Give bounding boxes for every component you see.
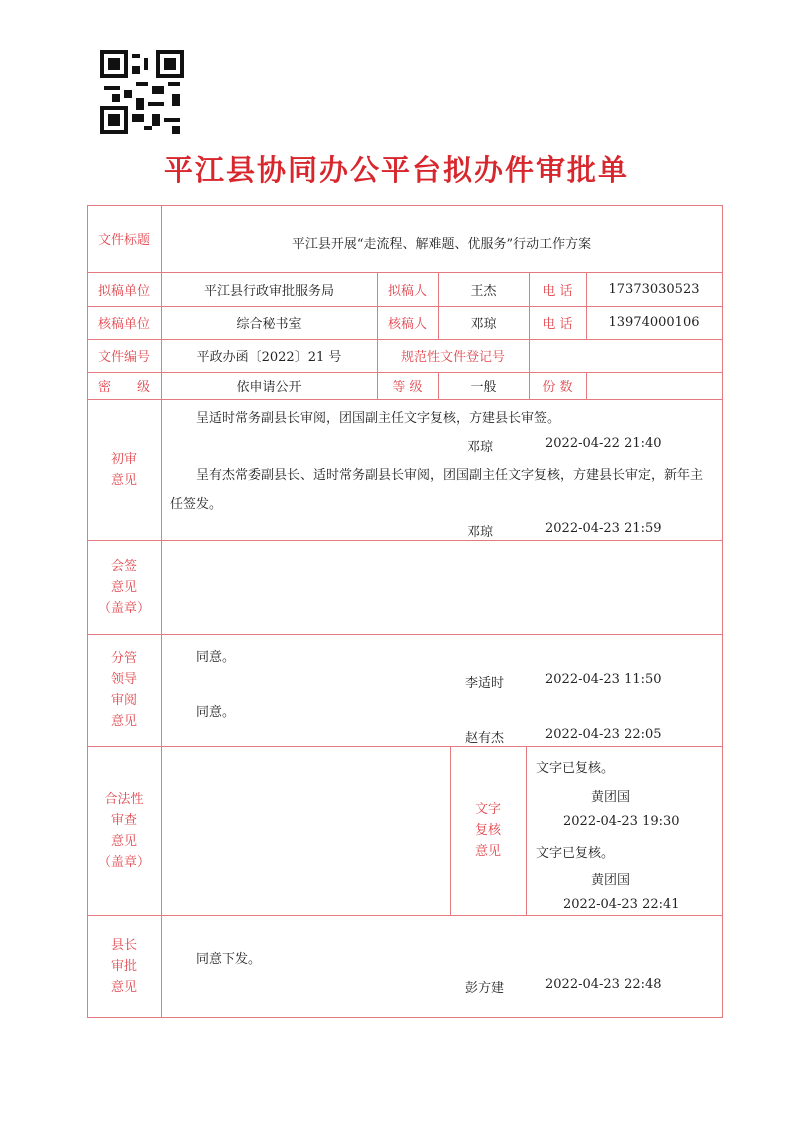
reviewer-value: 邓琼 (470, 317, 497, 332)
qr-code-icon (100, 50, 184, 134)
form-title: 平江县协同办公平台拟办件审批单 (163, 153, 629, 187)
initial-review-comment-2: 呈有杰常委副县长、适时常务副县长审阅，团国副主任文字复核，方建县长审定，新年主任签发。 (170, 468, 704, 512)
text-review-signer-2: 黄团国 (591, 873, 631, 888)
leader-review-comment-2: 同意。 (196, 705, 236, 720)
label-countersign: 会签 意见 （盖章） (97, 558, 150, 616)
initial-review-time-1: 2022-04-22 21:40 (545, 436, 662, 451)
leader-review-time-2: 2022-04-23 22:05 (545, 727, 662, 742)
text-review-time-1: 2022-04-23 19:30 (563, 814, 680, 829)
label-leader-review: 分管 领导 审阅 意见 (110, 651, 137, 729)
label-magistrate: 县长 审批 意见 (110, 937, 137, 995)
label-doc-title: 文件标题 (97, 233, 150, 248)
magistrate-signer: 彭方建 (465, 981, 505, 996)
label-text-review: 文字 复核 意见 (474, 802, 501, 859)
grade-value: 一般 (470, 380, 497, 395)
leader-review-time-1: 2022-04-23 11:50 (545, 672, 662, 687)
label-doc-number: 文件编号 (97, 350, 150, 365)
label-reg-number: 规范性文件登记号 (400, 350, 505, 365)
leader-review-comment-1: 同意。 (196, 650, 236, 665)
doc-number-value: 平政办函〔2022〕21 号 (196, 350, 342, 365)
label-grade: 等 级 (392, 380, 423, 395)
draft-unit-value: 平江县行政审批服务局 (203, 283, 334, 299)
initial-review-comment-1: 呈适时常务副县长审阅，团国副主任文字复核，方建县长审签。 (196, 411, 561, 426)
magistrate-comment: 同意下发。 (196, 952, 262, 967)
initial-review-signer-2: 邓琼 (467, 525, 494, 540)
label-drafter: 拟稿人 (387, 283, 427, 299)
review-unit-value: 综合秘书室 (236, 317, 302, 332)
text-review-comment-2: 文字已复核。 (536, 846, 615, 861)
text-review-time-2: 2022-04-23 22:41 (563, 897, 680, 912)
label-reviewer: 核稿人 (387, 317, 427, 332)
copies-value (586, 372, 722, 399)
reg-number-value (529, 339, 722, 372)
initial-review-signer-1: 邓琼 (467, 440, 494, 455)
label-copies: 份 数 (542, 380, 573, 395)
initial-review-time-2: 2022-04-23 21:59 (545, 521, 662, 536)
label-phone: 电 话 (542, 283, 573, 299)
secrecy-value: 依申请公开 (236, 380, 302, 395)
label-review-unit: 核稿单位 (97, 317, 150, 332)
review-phone-value: 13974000106 (608, 315, 700, 330)
leader-review-signer-2: 赵有杰 (465, 731, 505, 746)
text-review-signer-1: 黄团国 (591, 790, 631, 805)
label-secrecy: 密 级 (97, 380, 150, 395)
drafter-value: 王杰 (470, 283, 497, 299)
leader-review-signer-1: 李适时 (465, 676, 505, 691)
text-review-comment-1: 文字已复核。 (536, 761, 615, 776)
magistrate-time: 2022-04-23 22:48 (545, 977, 662, 992)
label-initial-review: 初审 意见 (110, 451, 137, 488)
doc-title-value: 平江县开展“走流程、解难题、优服务”行动工作方案 (291, 237, 592, 252)
label-phone-2: 电 话 (542, 317, 573, 332)
draft-phone-value: 17373030523 (608, 281, 700, 297)
label-draft-unit: 拟稿单位 (97, 283, 150, 299)
label-legality-review: 合法性 审查 意见 （盖章） (97, 791, 150, 870)
